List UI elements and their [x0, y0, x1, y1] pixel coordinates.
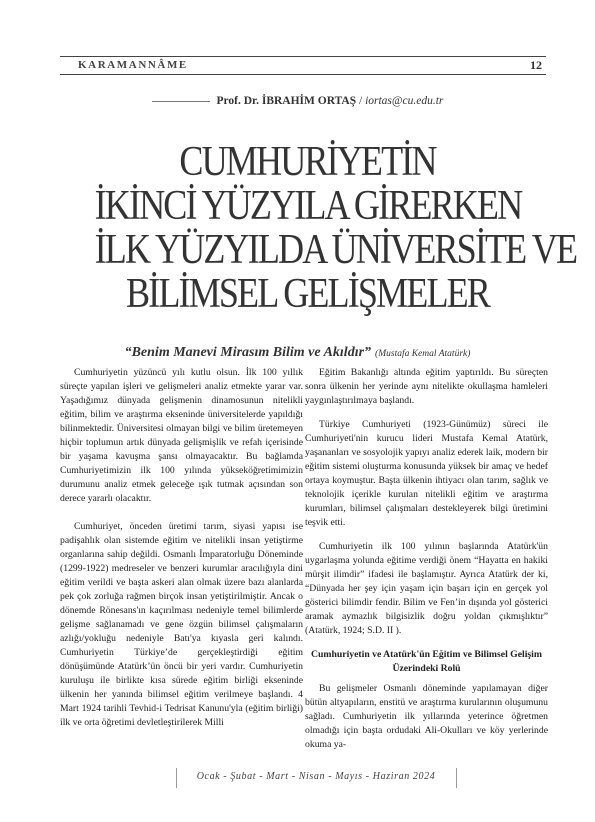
- left-column: [60, 366, 303, 744]
- header-rule-bottom: [60, 74, 546, 75]
- title-line: CUMHURİYETİN: [179, 139, 436, 185]
- body-paragraph: Bu gelişmeler Osmanlı döneminde yapılamayan diğer bütün altyapıların, enstitü ve araştırma kurularının oluşumunu sağladı. Cumhuriyetin ilk yıllarında yeterince öğretmen olmadığı için başta ordudaki Ali-Okulları ve köy yerlerinde okuma ya-: [305, 683, 548, 750]
- article-title: [60, 139, 577, 317]
- journal-name: KARAMANNÂME: [78, 59, 188, 71]
- right-column: [305, 366, 548, 766]
- body-paragraph: Cumhuriyetin ilk 100 yılının başlarında Atatürk'ün uygarlaşma yolunda eğitime verdiği önem “Hayatta en hakiki mürşit ilimdir” ifadesi ile başlamıştır. Ayrıca Atatürk der ki, “Dünyada her şey için yaşam için başarı için en gerçek yol gösterici bilimdir fendir. Bilim ve Fen’in dışında yol gösterici aramak aymazlık bilgisizlik doğru yoldan çıkmışlıktır” (Atatürk, 1924; S.D. II ).: [305, 541, 548, 636]
- body-paragraph: Eğitim Bakanlığı altında eğitim yaptırıldı. Bu süreçten sonra ülkenin her yerinde aynı nitelikte okullaşma hamleleri yaygınlaştırılmaya başlandı.: [305, 367, 548, 406]
- body-paragraph: Cumhuriyetin yüzüncü yılı kutlu olsun. İlk 100 yıllık süreçte yapılan işleri ve gelişmeleri analiz etmekte yarar var. Yaşadığımız dünyada gelişmenin dinamosunun nitelikli eğitim, bilim ve araştırma ekseninde üniversitelerde yapıldığı bilinmektedir. Üniversitesi olmayan bilgi ve bilim üretemeyen hiçbir toplumun artık dünyada gelişmişlik ve refah içerisinde bir yaşama kavuşma şansı olmayacaktır. Bu bağlamda Cumhuriyetimizin ilk 100 yılında yükseköğretimimizin durumunu analiz etmek geleceğe ışık tutmak açısından son derece yararlı olacaktır.: [60, 367, 303, 504]
- epigraph-attribution: (Mustafa Kemal Atatürk): [375, 349, 471, 359]
- epigraph: [0, 343, 595, 361]
- author-email: iortas@cu.edu.tr: [365, 95, 444, 107]
- issue-date-footer: Ocak - Şubat - Mart - Nisan - Mayıs - Haziran 2024: [196, 771, 436, 782]
- byline: [0, 95, 595, 107]
- byline-separator: /: [358, 95, 363, 107]
- title-line: İLK YÜZYILDA ÜNİVERSİTE VE: [94, 227, 577, 273]
- epigraph-quote: “Benim Manevi Mirasım Bilim ve Akıldır”: [124, 345, 372, 360]
- title-line: BİLİMSEL GELİŞMELER: [125, 271, 490, 317]
- footer-divider-right: [456, 768, 457, 788]
- body-paragraph: Türkiye Cumhuriyeti (1923-Günümüz) süreci ile Cumhuriyeti'nin kurucu lideri Mustafa Kemal Atatürk, yaşananları ve sosyolojik yapıyı analiz ederek laik, modern bir eğitim sistemi oluşturma konusunda yüksek bir amaç ve hedef ortaya koymuştur. Başta ülkenin ihtiyacı olan tarım, sağlık ve teknolojik içerikle kurulan nitelikli eğitim ve araştırma kurumları, bilimsel çalışmaları destekleyerek bilgi üretimini teşvik etti.: [305, 419, 548, 528]
- page-number: 12: [530, 58, 542, 72]
- body-paragraph: Cumhuriyet, önceden üretimi tarım, siyasi yapısı ise padişahlık olan sistemde eğitim ve nitelikli insan yetiştirme organlarına sahip değildi. Osmanlı İmparatorluğu Döneminde (1299-1922) medreseler ve benzeri kurumlar aracılığıyla dini eğitim verildi ve başta askeri alan olmak üzere bazı alanlarda pek çok zorluğa rağmen birçok insan yetiştirilmiştir. Ancak o dönemde Rönesans'ın kaçırılması nedeniyle temel bilimlerde gelişme sağlanamadı ve gene özgün bilimsel çalışmaların azlığı/yokluğu nedeniyle Batı'ya kıyasla geri kalındı. Cumhuriyetin Türkiye’de gerçekleştirdiği eğitim dönüşümünde Atatürk’ün öncü bir yeri vardır. Cumhuriyetin kuruluşu ile birlikte kısa sürede eğitim birliği ekseninde ülkenin her yanında bilimsel eğitim verilmeye başlandı. 4 Mart 1924 tarihli Tevhid-i Tedrisat Kanunu'yla (eğitim birliği) ilk ve orta öğretimi devletleştirilerek Milli: [60, 521, 303, 728]
- header-rule-top: [60, 56, 546, 57]
- author-name: Prof. Dr. İBRAHİM ORTAŞ: [216, 95, 357, 107]
- section-heading: Cumhuriyetin ve Atatürk'ün Eğitim ve Bilimsel Gelişim Üzerindeki Rolü: [311, 649, 542, 674]
- byline-rule: [152, 101, 210, 102]
- title-line: İKİNCİ YÜZYILA GİRERKEN: [94, 183, 522, 229]
